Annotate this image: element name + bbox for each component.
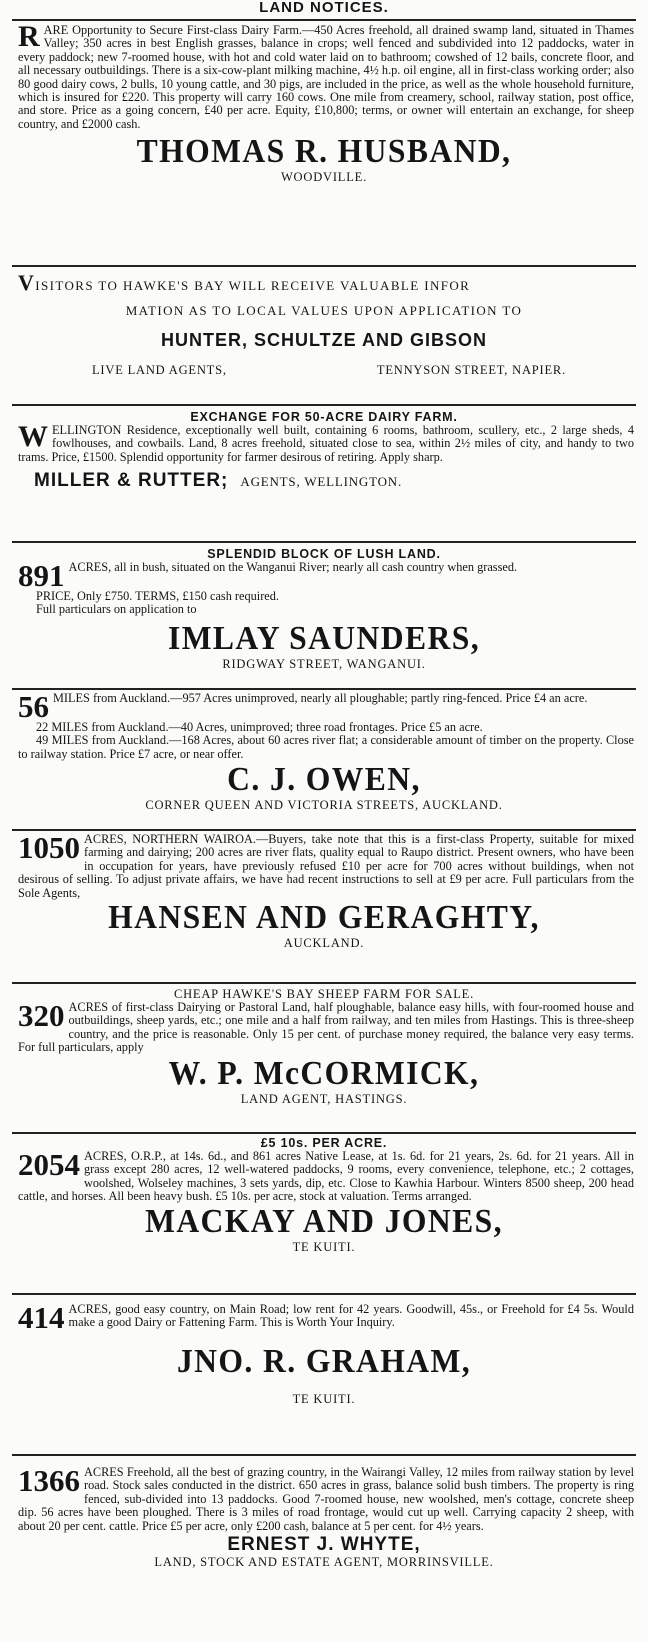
- acreage-number: 414: [18, 1300, 65, 1335]
- advertiser-name: C. J. OWEN,: [227, 761, 421, 799]
- ad-graham: [12, 1300, 636, 1453]
- ad-husband: [12, 20, 636, 264]
- acreage-number: 891: [18, 558, 65, 593]
- acreage-number: 1050: [18, 830, 80, 865]
- ad-line: MATION AS TO LOCAL VALUES UPON APPLICATION TO: [125, 303, 523, 318]
- advertiser-name: ERNEST J. WHYTE,: [227, 1534, 421, 1556]
- ad-text: ACRES of first-class Dairying or Pastoral Land, half ploughable, balance easy hills, with four-roomed house and outbuildings, sheep yards, etc.; one mile and a half from railway, and ten miles from Hastings. This is three-sheep country, and the price is reasonable. Only 15 per cent. of purchase money required, the balance very easy terms. For full particulars, apply: [18, 1000, 634, 1055]
- advertiser-address: LAND AGENT, HASTINGS.: [240, 1091, 408, 1106]
- divider: [12, 1293, 636, 1295]
- advertiser-address: WOODVILLE.: [280, 170, 368, 185]
- ad-hansen: [12, 830, 636, 981]
- ad-imlay: [12, 547, 636, 687]
- ad-text: ACRES, good easy country, on Main Road; low rent for 42 years. Goodwill, 45s., or Freehold for £4 5s. Would make a good Dairy or Fattening Farm. This is Worth Your Inquiry.: [68, 1302, 634, 1330]
- ad-line: PRICE, Only £750. TERMS, £150 cash required.: [36, 589, 279, 603]
- drop-cap: W: [18, 420, 48, 453]
- acreage-number: 1366: [18, 1463, 80, 1498]
- divider: [12, 688, 636, 690]
- ad-body: [18, 1463, 634, 1533]
- ad-headline: EXCHANGE FOR 50-ACRE DAIRY FARM.: [190, 410, 458, 424]
- ad-headline: SPLENDID BLOCK OF LUSH LAND.: [207, 547, 441, 561]
- ad-miller: [12, 410, 636, 540]
- ad-text: ACRES, NORTHERN WAIROA.—Buyers, take note that this is a first-class Property, suitable for mixed farming and dairying; 200 acres are river flats, quality equal to Raupo district. Present owners, who have been in occupation for years, have previously refused £10 per acre for 700 acres without buildings, when not desirous of selling. To adjust private affairs, we have had recent instructions to sell at £9 per acre. Full particulars from the Sole Agents,: [18, 832, 634, 900]
- ad-body: [18, 689, 634, 724]
- ad-body: [18, 998, 634, 1055]
- advertiser-address: RIDGWAY STREET, WANGANUI.: [222, 656, 426, 671]
- advertiser-name: HUNTER, SCHULTZE AND GIBSON: [161, 330, 487, 350]
- drop-cap: V: [18, 270, 36, 295]
- advertiser-name: IMLAY SAUNDERS,: [167, 619, 481, 657]
- advertiser-address: TE KUITI.: [292, 1239, 356, 1254]
- divider: [12, 982, 636, 984]
- ad-body: [18, 420, 634, 464]
- ad-text: ARE Opportunity to Secure First-class Dairy Farm.—450 Acres freehold, all drained swamp land, situated in Thames Valley; 350 acres in best English grasses, balance in crops; well fenced and subdivided into 12 paddocks, water in every paddock; new 7-roomed house, with hot and cold water laid on to bathroom; cowshed of 12 bails, concrete floor, and all necessary outbuildings. There is a six-cow-plant milking machine, 4½ h.p. oil engine, all in first-class working order; also 80 good dairy cows, 2 bulls, 10 young cattle, and 30 pigs, are included in the price, as well as the whole household furniture, which is insured for £220. This property will carry 160 cows. One mile from creamery, school, railway station, post office, and store. Price as a going concern, £40 per acre. Equity, £10,800; terms, or owner will entertain an exchange, for sheep country, and £2000 cash.: [18, 23, 634, 131]
- ad-mccormick: [12, 987, 636, 1131]
- advertiser-address: AGENTS, WELLINGTON.: [240, 474, 403, 490]
- advertiser-address: LAND, STOCK AND ESTATE AGENT, MORRINSVILLE.: [154, 1555, 494, 1570]
- divider: [12, 541, 636, 543]
- acreage-number: 2054: [18, 1147, 80, 1182]
- advertiser-address: AUCKLAND.: [283, 936, 365, 951]
- acreage-number: 56: [18, 689, 49, 724]
- advertiser-address: TE KUITI.: [292, 1391, 356, 1406]
- ad-line: [12, 270, 636, 295]
- divider: [12, 1132, 636, 1134]
- advertiser-name: HANSEN AND GERAGHTY,: [108, 899, 540, 937]
- ad-text: ACRES, O.R.P., at 14s. 6d., and 861 acres Native Lease, at 1s. 6d. for 21 years, 2s. 6d. for 21 years. All in grass except 280 acres, 12 well-watered paddocks, 9 rooms, every convenience, telephone, etc.; 2 cottages, woolshed, Wolseley machines, 3 sets yards, dip, etc. Close to Kawhia Harbour. Winters 8500 sheep, 200 head cattle, and horses. All been heavy bush. £5 10s. per acre, stock at valuation. Terms arranged.: [18, 1149, 634, 1204]
- advertiser-name: W. P. McCORMICK,: [168, 1054, 480, 1092]
- advertiser-name: THOMAS R. HUSBAND,: [136, 133, 512, 171]
- divider: [12, 404, 636, 406]
- ad-headline: £5 10s. PER ACRE.: [260, 1136, 388, 1150]
- advertiser-line: [34, 470, 636, 492]
- divider: [12, 19, 636, 21]
- ad-headline: CHEAP HAWKE'S BAY SHEEP FARM FOR SALE.: [173, 987, 475, 1001]
- ad-hunter: [12, 270, 636, 403]
- divider: [12, 265, 636, 267]
- ad-body: [18, 1147, 634, 1204]
- ad-body: [18, 1300, 634, 1335]
- advertiser-name: MILLER & RUTTER;: [34, 470, 229, 492]
- divider: [12, 1454, 636, 1456]
- ad-text: MILES from Auckland.—957 Acres unimproved, nearly all ploughable; partly ring-fenced. Price £4 an acre.: [53, 691, 588, 705]
- ad-paragraph: 49 MILES from Auckland.—168 Acres, about 60 acres river flat; a considerable amount of timber on the property. Close to railway station. Price £7 acre, or near offer.: [18, 733, 634, 761]
- ad-mackay: [12, 1136, 636, 1292]
- ad-text: ISITORS TO HAWKE'S BAY WILL RECEIVE VALUABLE INFOR: [35, 278, 471, 293]
- ad-whyte: [12, 1463, 636, 1626]
- address-left: LIVE LAND AGENTS,: [92, 363, 227, 377]
- ad-body: [18, 558, 634, 593]
- section-title: LAND NOTICES.: [259, 0, 389, 16]
- ad-line: Full particulars on application to: [36, 602, 197, 617]
- drop-cap: R: [18, 20, 40, 53]
- ad-paragraph: 22 MILES from Auckland.—40 Acres, unimproved; three road frontages. Price £5 an acre.: [36, 720, 483, 734]
- ad-owen: [12, 689, 636, 828]
- land-notices-page: [12, 0, 636, 1626]
- ad-text: ELLINGTON Residence, exceptionally well built, containing 6 rooms, bathroom, scullery, etc., 2 large sheds, 4 fowlhouses, and cowbails. Land, 8 acres freehold, situated close to sea, within 2½ miles of city, and handy to two trams. Price, £1500. Splendid opportunity for farmer desirous of retiring. Apply sharp.: [18, 423, 634, 464]
- ad-body: [18, 830, 634, 900]
- advertiser-address: CORNER QUEEN AND VICTORIA STREETS, AUCKLAND.: [145, 798, 503, 813]
- ad-text: ACRES Freehold, all the best of grazing country, in the Wairangi Valley, 12 miles from railway station by level road. Stock sales conducted in the district. 650 acres in grass, balance solid bush timbers. The property is ring fenced, sub-divided into 13 paddocks. Good 7-roomed house, new woolshed, men's cottage, concrete sheep dip. 56 acres have been ploughed. There is 3 miles of road frontage, would cut up well. Carrying capacity 2 sheep, with about 20 per cent. cattle. Price £5 per acre, only £200 cash, balance at 5 per cent. for 4½ years.: [18, 1465, 634, 1533]
- address-right: TENNYSON STREET, NAPIER.: [376, 363, 566, 377]
- advertiser-name: JNO. R. GRAHAM,: [176, 1342, 472, 1380]
- ad-text: ACRES, all in bush, situated on the Wanganui River; nearly all cash country when grassed.: [68, 560, 518, 574]
- ad-body: [18, 20, 634, 131]
- advertiser-name: MACKAY AND JONES,: [145, 1202, 503, 1240]
- advertiser-address: [92, 363, 566, 378]
- acreage-number: 320: [18, 998, 65, 1033]
- divider: [12, 829, 636, 831]
